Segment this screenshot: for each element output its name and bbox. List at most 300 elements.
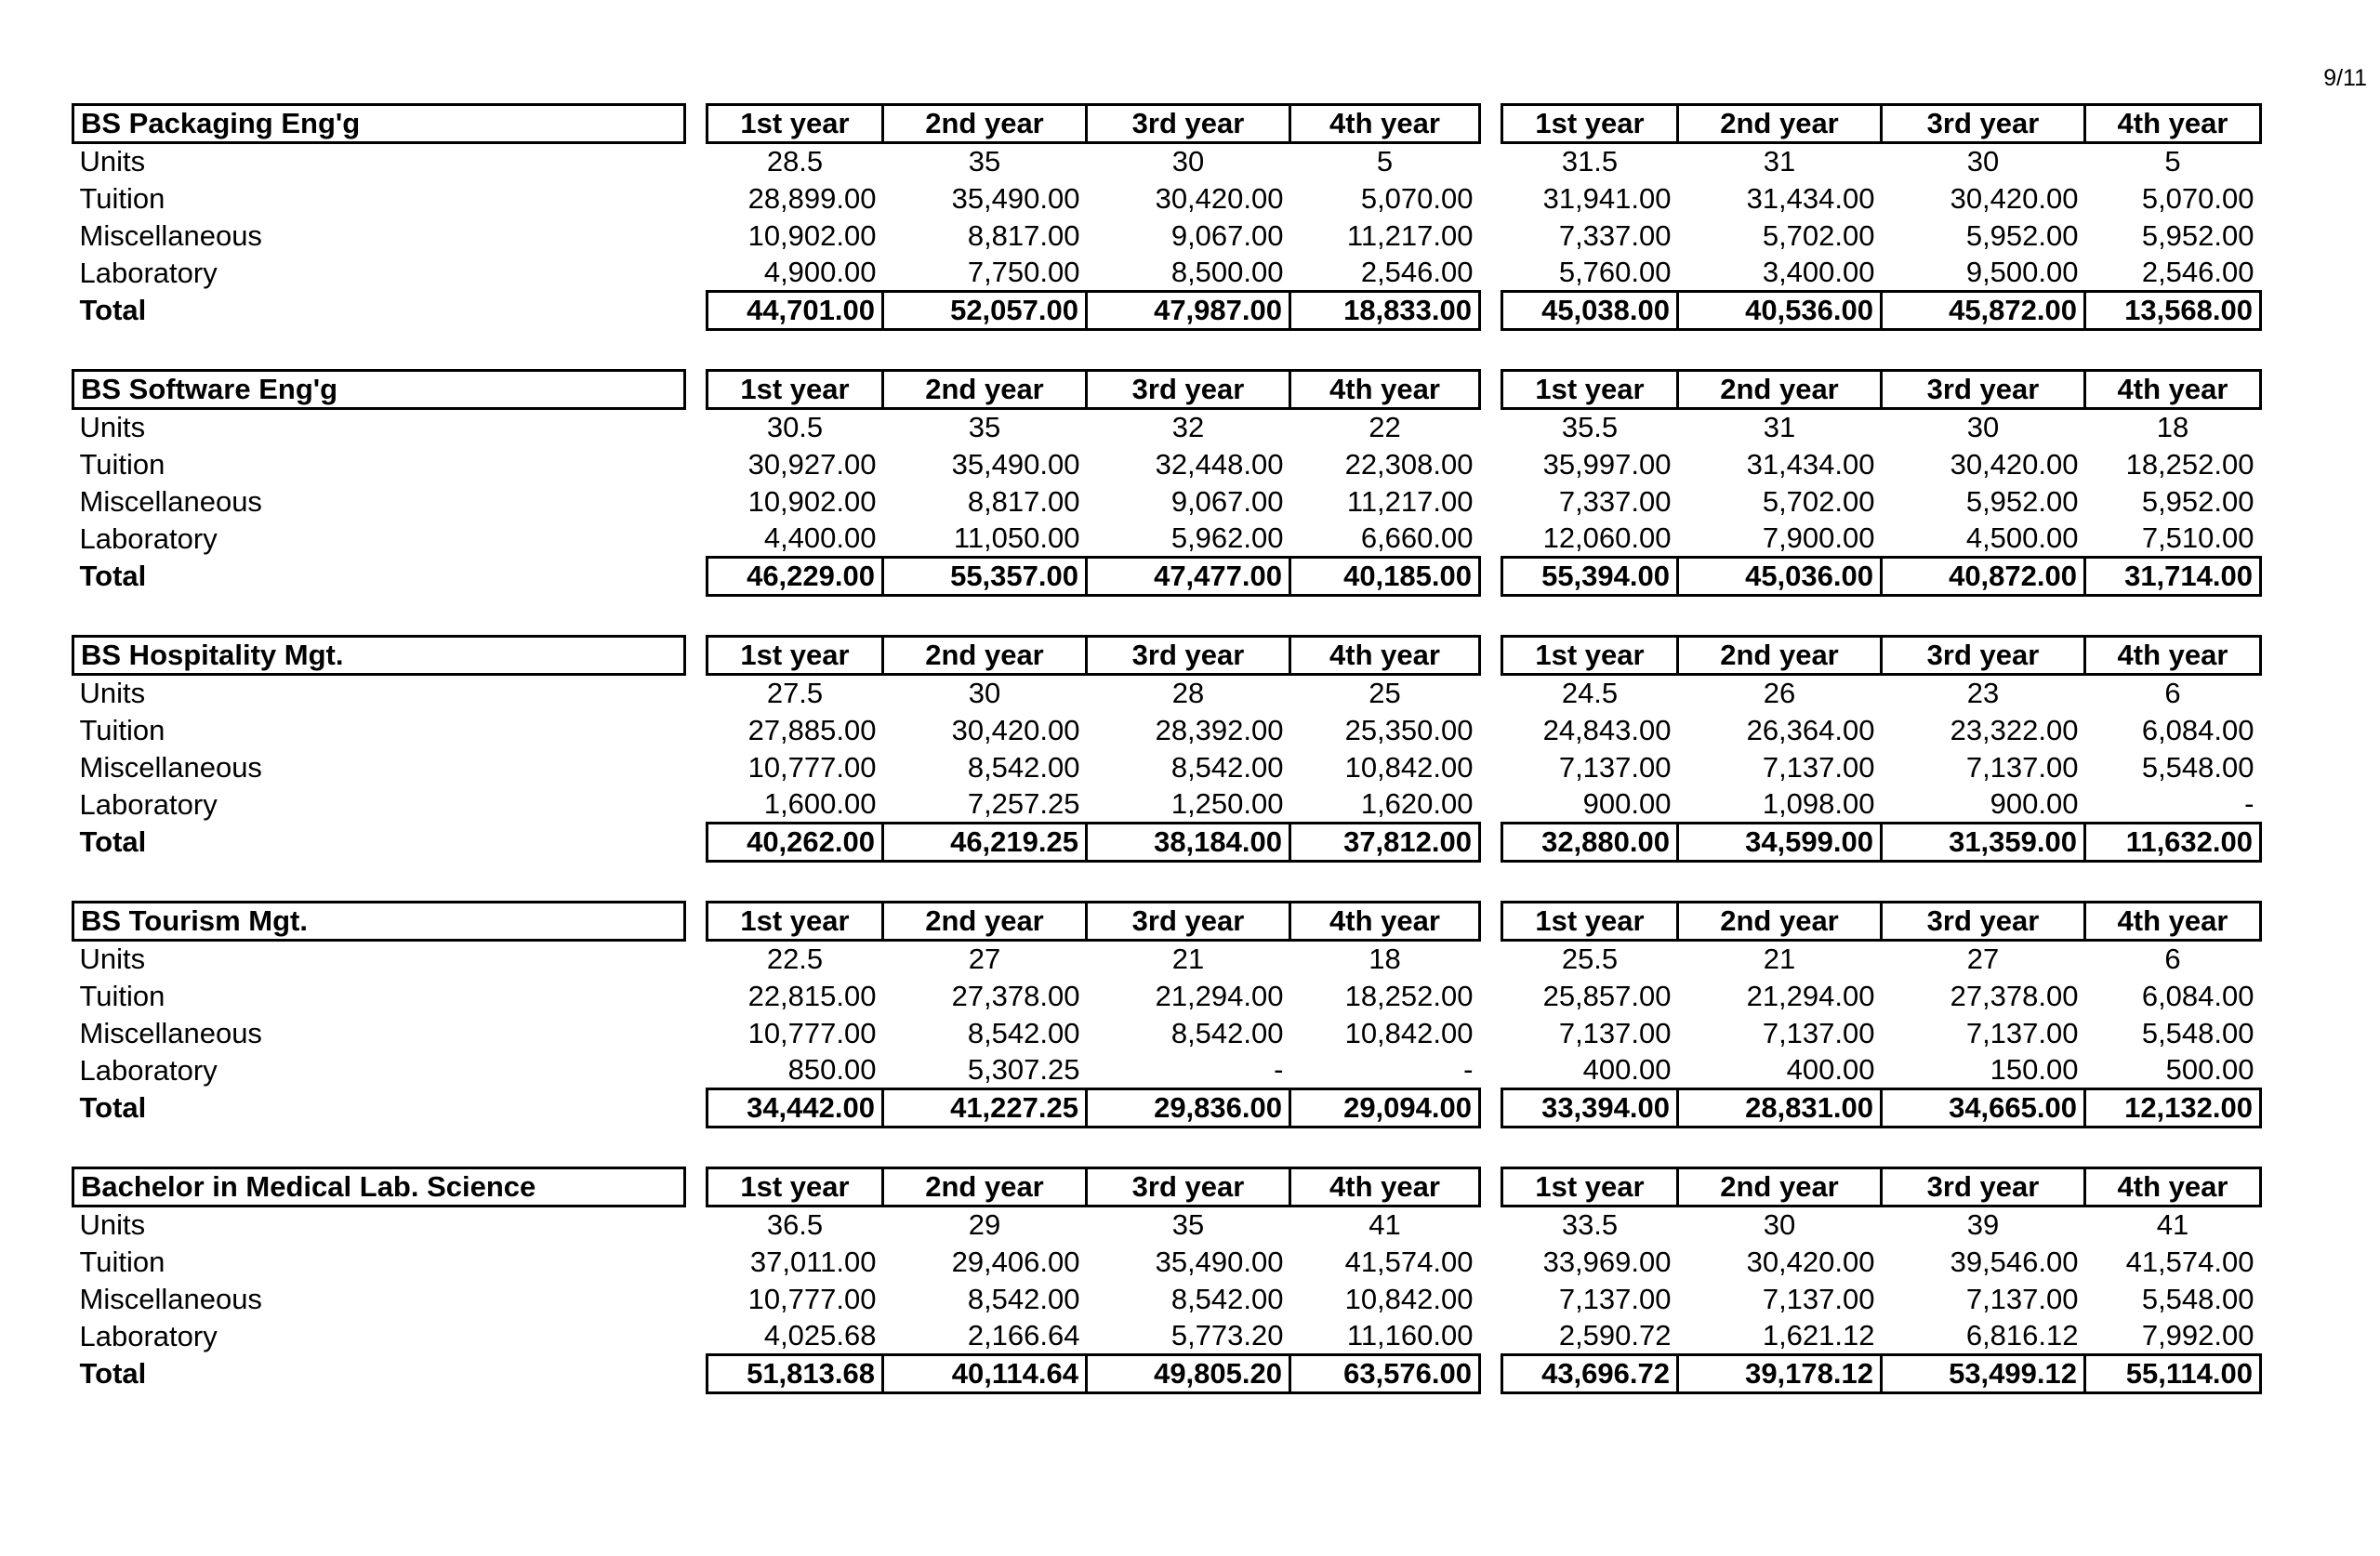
total-cell: 12,132.00 <box>2085 1089 2261 1127</box>
laboratory-cell: 7,750.00 <box>883 255 1087 292</box>
tuition-cell: 28,899.00 <box>747 181 877 215</box>
laboratory-cell: 400.00 <box>1502 1052 1678 1089</box>
row-label: Units <box>79 1208 146 1242</box>
tuition-cell: 21,294.00 <box>1155 979 1284 1012</box>
miscellaneous-cell: 8,542.00 <box>967 1016 1080 1049</box>
miscellaneous-cell: 10,777.00 <box>747 1016 877 1049</box>
row-label: Units <box>79 145 146 178</box>
units-cell: 31 <box>1763 145 1796 178</box>
miscellaneous-row <box>73 749 2261 786</box>
miscellaneous-cell: 10,777.00 <box>747 750 877 784</box>
total-cell: 45,038.00 <box>1502 292 1678 330</box>
row-label: Laboratory <box>79 521 218 555</box>
year-header: 2nd year <box>883 637 1087 675</box>
tuition-cell: 6,084.00 <box>2141 713 2254 746</box>
total-cell: 11,632.00 <box>2085 824 2261 862</box>
miscellaneous-cell: 7,137.00 <box>1965 1282 2079 1315</box>
tuition-cell: 41,574.00 <box>2125 1245 2254 1278</box>
row-label: Units <box>79 411 146 444</box>
tuition-row <box>73 446 2261 483</box>
miscellaneous-cell: 9,067.00 <box>1170 218 1284 252</box>
units-cell: 36.5 <box>766 1208 824 1242</box>
tuition-cell: 18,252.00 <box>2125 447 2254 481</box>
tuition-cell: 30,420.00 <box>1746 1245 1875 1278</box>
total-cell: 45,872.00 <box>1882 292 2085 330</box>
units-cell: 22.5 <box>766 943 824 976</box>
miscellaneous-cell: 7,337.00 <box>1558 218 1672 252</box>
total-cell: 45,036.00 <box>1678 558 1882 596</box>
total-row <box>73 824 2261 862</box>
laboratory-cell: 7,257.25 <box>883 786 1087 824</box>
laboratory-cell: 6,660.00 <box>1290 521 1480 558</box>
tuition-cell: 35,490.00 <box>951 447 1080 481</box>
laboratory-cell: 2,546.00 <box>1290 255 1480 292</box>
total-cell: 37,812.00 <box>1290 824 1480 862</box>
year-header: 4th year <box>1290 1168 1480 1207</box>
row-label: Miscellaneous <box>79 484 262 518</box>
miscellaneous-cell: 10,902.00 <box>747 218 877 252</box>
fee-schedule <box>72 103 2262 1432</box>
laboratory-cell: - <box>2085 786 2261 824</box>
units-cell: 23 <box>1966 677 2000 710</box>
miscellaneous-cell: 8,542.00 <box>967 750 1080 784</box>
total-cell: 34,442.00 <box>707 1089 883 1127</box>
program-block <box>72 1167 2262 1432</box>
total-cell: 46,219.25 <box>883 824 1087 862</box>
year-header: 3rd year <box>1882 371 2085 409</box>
total-cell: 29,836.00 <box>1087 1089 1290 1127</box>
program-title: BS Software Eng'g <box>73 371 685 409</box>
year-header: 4th year <box>2085 1168 2261 1207</box>
total-cell: 40,185.00 <box>1290 558 1480 596</box>
year-header: 4th year <box>2085 371 2261 409</box>
tuition-cell: 30,420.00 <box>1950 181 2079 215</box>
miscellaneous-cell: 7,137.00 <box>1762 750 1875 784</box>
laboratory-cell: 1,620.00 <box>1290 786 1480 824</box>
units-row <box>73 941 2261 978</box>
row-label: Total <box>79 825 147 858</box>
year-header: 1st year <box>707 903 883 941</box>
laboratory-cell: 900.00 <box>1502 786 1678 824</box>
miscellaneous-cell: 10,842.00 <box>1344 750 1474 784</box>
program-title: BS Tourism Mgt. <box>73 903 685 941</box>
year-header: 2nd year <box>1678 903 1882 941</box>
year-header: 1st year <box>1502 105 1678 143</box>
header-row <box>73 637 2261 675</box>
miscellaneous-cell: 5,702.00 <box>1762 484 1875 518</box>
miscellaneous-cell: 7,137.00 <box>1965 750 2079 784</box>
tuition-cell: 25,857.00 <box>1542 979 1672 1012</box>
tuition-cell: 18,252.00 <box>1344 979 1474 1012</box>
units-cell: 27 <box>1966 943 2000 976</box>
laboratory-cell: 7,900.00 <box>1678 521 1882 558</box>
units-cell: 26 <box>1763 677 1796 710</box>
row-label: Laboratory <box>79 1319 218 1352</box>
laboratory-cell: 5,760.00 <box>1502 255 1678 292</box>
units-cell: 30 <box>1966 411 2000 444</box>
units-cell: 30 <box>968 677 1001 710</box>
tuition-cell: 30,420.00 <box>1155 181 1284 215</box>
laboratory-cell: 4,025.68 <box>707 1318 883 1355</box>
row-label: Miscellaneous <box>79 1282 262 1315</box>
program-title: BS Hospitality Mgt. <box>73 637 685 675</box>
total-cell: 31,714.00 <box>2085 558 2261 596</box>
total-cell: 47,987.00 <box>1087 292 1290 330</box>
units-cell: 18 <box>1368 943 1401 976</box>
year-header: 2nd year <box>883 1168 1087 1207</box>
miscellaneous-cell: 7,137.00 <box>1558 1282 1672 1315</box>
total-cell: 32,880.00 <box>1502 824 1678 862</box>
year-header: 3rd year <box>1087 371 1290 409</box>
program-title: BS Packaging Eng'g <box>73 105 685 143</box>
total-cell: 18,833.00 <box>1290 292 1480 330</box>
miscellaneous-cell: 10,777.00 <box>747 1282 877 1315</box>
row-label: Units <box>79 943 146 976</box>
total-cell: 31,359.00 <box>1882 824 2085 862</box>
row-label: Tuition <box>79 713 165 746</box>
laboratory-cell: - <box>1290 1052 1480 1089</box>
header-row <box>73 1168 2261 1207</box>
header-row <box>73 903 2261 941</box>
tuition-cell: 5,070.00 <box>2141 181 2254 215</box>
laboratory-cell: 9,500.00 <box>1882 255 2085 292</box>
miscellaneous-cell: 8,542.00 <box>1170 1016 1284 1049</box>
tuition-cell: 39,546.00 <box>1950 1245 2079 1278</box>
laboratory-cell: 4,400.00 <box>707 521 883 558</box>
year-header: 2nd year <box>883 903 1087 941</box>
miscellaneous-cell: 8,817.00 <box>967 484 1080 518</box>
laboratory-cell: 400.00 <box>1678 1052 1882 1089</box>
total-row <box>73 1089 2261 1127</box>
laboratory-cell: 8,500.00 <box>1087 255 1290 292</box>
row-label: Laboratory <box>79 1053 218 1087</box>
year-header: 2nd year <box>1678 105 1882 143</box>
units-cell: 41 <box>1368 1208 1401 1242</box>
units-cell: 35 <box>1171 1208 1205 1242</box>
units-row <box>73 409 2261 446</box>
laboratory-cell: 2,546.00 <box>2085 255 2261 292</box>
miscellaneous-cell: 9,067.00 <box>1170 484 1284 518</box>
year-header: 3rd year <box>1882 1168 2085 1207</box>
tuition-cell: 33,969.00 <box>1542 1245 1672 1278</box>
tuition-cell: 32,448.00 <box>1155 447 1284 481</box>
year-header: 3rd year <box>1087 903 1290 941</box>
laboratory-cell: 6,816.12 <box>1882 1318 2085 1355</box>
laboratory-cell: 7,510.00 <box>2085 521 2261 558</box>
units-cell: 31 <box>1763 411 1796 444</box>
miscellaneous-cell: 5,952.00 <box>2141 218 2254 252</box>
laboratory-cell: 3,400.00 <box>1678 255 1882 292</box>
tuition-cell: 26,364.00 <box>1746 713 1875 746</box>
laboratory-cell: 1,250.00 <box>1087 786 1290 824</box>
miscellaneous-cell: 11,217.00 <box>1346 484 1474 518</box>
tuition-cell: 35,490.00 <box>951 181 1080 215</box>
laboratory-cell: 2,166.64 <box>883 1318 1087 1355</box>
units-cell: 30 <box>1763 1208 1796 1242</box>
miscellaneous-cell: 7,137.00 <box>1965 1016 2079 1049</box>
units-cell: 5 <box>2164 145 2181 178</box>
laboratory-cell: 5,307.25 <box>883 1052 1087 1089</box>
year-header: 1st year <box>1502 371 1678 409</box>
total-cell: 53,499.12 <box>1882 1355 2085 1393</box>
total-row <box>73 558 2261 596</box>
total-cell: 55,357.00 <box>883 558 1087 596</box>
year-header: 4th year <box>2085 105 2261 143</box>
units-cell: 22 <box>1368 411 1401 444</box>
units-cell: 25.5 <box>1561 943 1619 976</box>
year-header: 4th year <box>2085 903 2261 941</box>
laboratory-cell: 1,098.00 <box>1678 786 1882 824</box>
miscellaneous-cell: 10,902.00 <box>747 484 877 518</box>
row-label: Miscellaneous <box>79 218 262 252</box>
units-cell: 25 <box>1368 677 1401 710</box>
units-cell: 30.5 <box>766 411 824 444</box>
tuition-cell: 31,434.00 <box>1746 181 1875 215</box>
year-header: 3rd year <box>1882 903 2085 941</box>
units-cell: 24.5 <box>1561 677 1619 710</box>
laboratory-cell: 1,621.12 <box>1678 1318 1882 1355</box>
units-cell: 6 <box>2164 677 2181 710</box>
miscellaneous-row <box>73 483 2261 521</box>
miscellaneous-cell: 5,952.00 <box>2141 484 2254 518</box>
year-header: 1st year <box>1502 637 1678 675</box>
total-cell: 34,665.00 <box>1882 1089 2085 1127</box>
units-cell: 6 <box>2164 943 2181 976</box>
units-cell: 35 <box>968 411 1001 444</box>
laboratory-cell: 850.00 <box>707 1052 883 1089</box>
year-header: 4th year <box>1290 371 1480 409</box>
row-label: Total <box>79 1091 147 1124</box>
units-cell: 18 <box>2156 411 2189 444</box>
total-cell: 49,805.20 <box>1087 1355 1290 1393</box>
tuition-cell: 30,420.00 <box>951 713 1080 746</box>
miscellaneous-cell: 5,702.00 <box>1762 218 1875 252</box>
units-cell: 21 <box>1763 943 1796 976</box>
units-cell: 27 <box>968 943 1001 976</box>
total-row <box>73 292 2261 330</box>
miscellaneous-cell: 7,137.00 <box>1558 750 1672 784</box>
tuition-cell: 6,084.00 <box>2141 979 2254 1012</box>
tuition-cell: 27,885.00 <box>747 713 877 746</box>
year-header: 2nd year <box>1678 371 1882 409</box>
units-cell: 32 <box>1171 411 1205 444</box>
miscellaneous-cell: 11,217.00 <box>1346 218 1474 252</box>
tuition-cell: 22,308.00 <box>1344 447 1474 481</box>
units-cell: 27.5 <box>766 677 824 710</box>
laboratory-cell: 11,160.00 <box>1290 1318 1480 1355</box>
tuition-cell: 28,392.00 <box>1155 713 1284 746</box>
program-block <box>72 901 2262 1167</box>
total-cell: 39,178.12 <box>1678 1355 1882 1393</box>
miscellaneous-cell: 7,137.00 <box>1558 1016 1672 1049</box>
program-fee-table <box>72 901 2262 1128</box>
tuition-cell: 23,322.00 <box>1950 713 2079 746</box>
year-header: 3rd year <box>1087 637 1290 675</box>
laboratory-cell: 900.00 <box>1882 786 2085 824</box>
tuition-cell: 24,843.00 <box>1542 713 1672 746</box>
total-cell: 13,568.00 <box>2085 292 2261 330</box>
laboratory-row <box>73 1318 2261 1355</box>
year-header: 3rd year <box>1882 637 2085 675</box>
laboratory-cell: 4,900.00 <box>707 255 883 292</box>
program-block <box>72 635 2262 901</box>
row-label: Tuition <box>79 181 165 215</box>
laboratory-cell: 5,773.20 <box>1087 1318 1290 1355</box>
total-cell: 47,477.00 <box>1087 558 1290 596</box>
laboratory-row <box>73 1052 2261 1089</box>
row-label: Total <box>79 294 147 326</box>
total-cell: 41,227.25 <box>883 1089 1087 1127</box>
year-header: 4th year <box>2085 637 2261 675</box>
row-label: Miscellaneous <box>79 1016 262 1049</box>
miscellaneous-cell: 7,137.00 <box>1762 1016 1875 1049</box>
year-header: 2nd year <box>1678 637 1882 675</box>
year-header: 2nd year <box>883 105 1087 143</box>
laboratory-cell: 1,600.00 <box>707 786 883 824</box>
miscellaneous-cell: 5,952.00 <box>1965 218 2079 252</box>
row-label: Tuition <box>79 1245 165 1278</box>
tuition-row <box>73 712 2261 749</box>
header-row <box>73 371 2261 409</box>
tuition-cell: 35,997.00 <box>1542 447 1672 481</box>
units-cell: 39 <box>1966 1208 2000 1242</box>
year-header: 3rd year <box>1087 105 1290 143</box>
laboratory-cell: 2,590.72 <box>1502 1318 1678 1355</box>
units-cell: 29 <box>968 1208 1001 1242</box>
tuition-cell: 25,350.00 <box>1344 713 1474 746</box>
tuition-cell: 22,815.00 <box>747 979 877 1012</box>
units-cell: 21 <box>1171 943 1205 976</box>
total-cell: 55,394.00 <box>1502 558 1678 596</box>
units-cell: 30 <box>1966 145 2000 178</box>
year-header: 3rd year <box>1882 105 2085 143</box>
tuition-row <box>73 180 2261 218</box>
laboratory-cell: 11,050.00 <box>883 521 1087 558</box>
miscellaneous-cell: 7,137.00 <box>1762 1282 1875 1315</box>
tuition-cell: 27,378.00 <box>1950 979 2079 1012</box>
miscellaneous-row <box>73 218 2261 255</box>
tuition-cell: 29,406.00 <box>951 1245 1080 1278</box>
tuition-row <box>73 978 2261 1015</box>
header-row <box>73 105 2261 143</box>
total-cell: 34,599.00 <box>1678 824 1882 862</box>
total-row <box>73 1355 2261 1393</box>
year-header: 4th year <box>1290 105 1480 143</box>
laboratory-cell: 7,992.00 <box>2085 1318 2261 1355</box>
units-cell: 31.5 <box>1561 145 1619 178</box>
tuition-cell: 5,070.00 <box>1360 181 1474 215</box>
units-row <box>73 1207 2261 1244</box>
laboratory-cell: 4,500.00 <box>1882 521 2085 558</box>
laboratory-row <box>73 521 2261 558</box>
miscellaneous-cell: 5,952.00 <box>1965 484 2079 518</box>
units-cell: 30 <box>1171 145 1205 178</box>
total-cell: 28,831.00 <box>1678 1089 1882 1127</box>
tuition-cell: 30,927.00 <box>747 447 877 481</box>
miscellaneous-cell: 8,542.00 <box>967 1282 1080 1315</box>
row-label: Laboratory <box>79 787 218 821</box>
year-header: 1st year <box>707 637 883 675</box>
tuition-cell: 31,434.00 <box>1746 447 1875 481</box>
laboratory-row <box>73 255 2261 292</box>
row-label: Tuition <box>79 447 165 481</box>
miscellaneous-cell: 10,842.00 <box>1344 1282 1474 1315</box>
units-cell: 33.5 <box>1561 1208 1619 1242</box>
page-number: 9/11 <box>2323 65 2367 91</box>
program-title: Bachelor in Medical Lab. Science <box>73 1168 685 1207</box>
year-header: 1st year <box>1502 1168 1678 1207</box>
total-cell: 40,114.64 <box>883 1355 1087 1393</box>
total-cell: 40,262.00 <box>707 824 883 862</box>
miscellaneous-cell: 5,548.00 <box>2141 1016 2254 1049</box>
year-header: 3rd year <box>1087 1168 1290 1207</box>
program-fee-table <box>72 1167 2262 1394</box>
units-cell: 5 <box>1376 145 1394 178</box>
tuition-cell: 27,378.00 <box>951 979 1080 1012</box>
miscellaneous-cell: 5,548.00 <box>2141 1282 2254 1315</box>
laboratory-cell: 12,060.00 <box>1502 521 1678 558</box>
row-label: Units <box>79 677 146 710</box>
units-cell: 35.5 <box>1561 411 1619 444</box>
year-header: 4th year <box>1290 637 1480 675</box>
row-label: Total <box>79 560 147 592</box>
units-cell: 28.5 <box>766 145 824 178</box>
laboratory-cell: - <box>1087 1052 1290 1089</box>
units-row <box>73 675 2261 712</box>
total-cell: 43,696.72 <box>1502 1355 1678 1393</box>
total-cell: 40,872.00 <box>1882 558 2085 596</box>
year-header: 1st year <box>707 371 883 409</box>
year-header: 1st year <box>707 105 883 143</box>
row-label: Miscellaneous <box>79 750 262 784</box>
total-cell: 55,114.00 <box>2085 1355 2261 1393</box>
year-header: 2nd year <box>1678 1168 1882 1207</box>
units-cell: 28 <box>1171 677 1205 710</box>
program-fee-table <box>72 635 2262 863</box>
year-header: 2nd year <box>883 371 1087 409</box>
miscellaneous-cell: 8,542.00 <box>1170 750 1284 784</box>
total-cell: 52,057.00 <box>883 292 1087 330</box>
total-cell: 46,229.00 <box>707 558 883 596</box>
row-label: Total <box>79 1357 147 1390</box>
laboratory-cell: 500.00 <box>2085 1052 2261 1089</box>
laboratory-row <box>73 786 2261 824</box>
total-cell: 51,813.68 <box>707 1355 883 1393</box>
program-fee-table <box>72 369 2262 597</box>
tuition-cell: 30,420.00 <box>1950 447 2079 481</box>
units-cell: 35 <box>968 145 1001 178</box>
row-label: Laboratory <box>79 256 218 289</box>
tuition-cell: 37,011.00 <box>749 1245 877 1278</box>
total-cell: 44,701.00 <box>707 292 883 330</box>
tuition-cell: 35,490.00 <box>1155 1245 1284 1278</box>
tuition-cell: 21,294.00 <box>1746 979 1875 1012</box>
program-block <box>72 369 2262 635</box>
year-header: 1st year <box>1502 903 1678 941</box>
tuition-row <box>73 1244 2261 1281</box>
units-cell: 41 <box>2156 1208 2189 1242</box>
miscellaneous-cell: 10,842.00 <box>1344 1016 1474 1049</box>
miscellaneous-cell: 8,817.00 <box>967 218 1080 252</box>
total-cell: 29,094.00 <box>1290 1089 1480 1127</box>
units-row <box>73 143 2261 180</box>
miscellaneous-row <box>73 1281 2261 1318</box>
program-block <box>72 103 2262 369</box>
laboratory-cell: 150.00 <box>1882 1052 2085 1089</box>
tuition-cell: 41,574.00 <box>1344 1245 1474 1278</box>
tuition-cell: 31,941.00 <box>1542 181 1672 215</box>
program-fee-table <box>72 103 2262 331</box>
